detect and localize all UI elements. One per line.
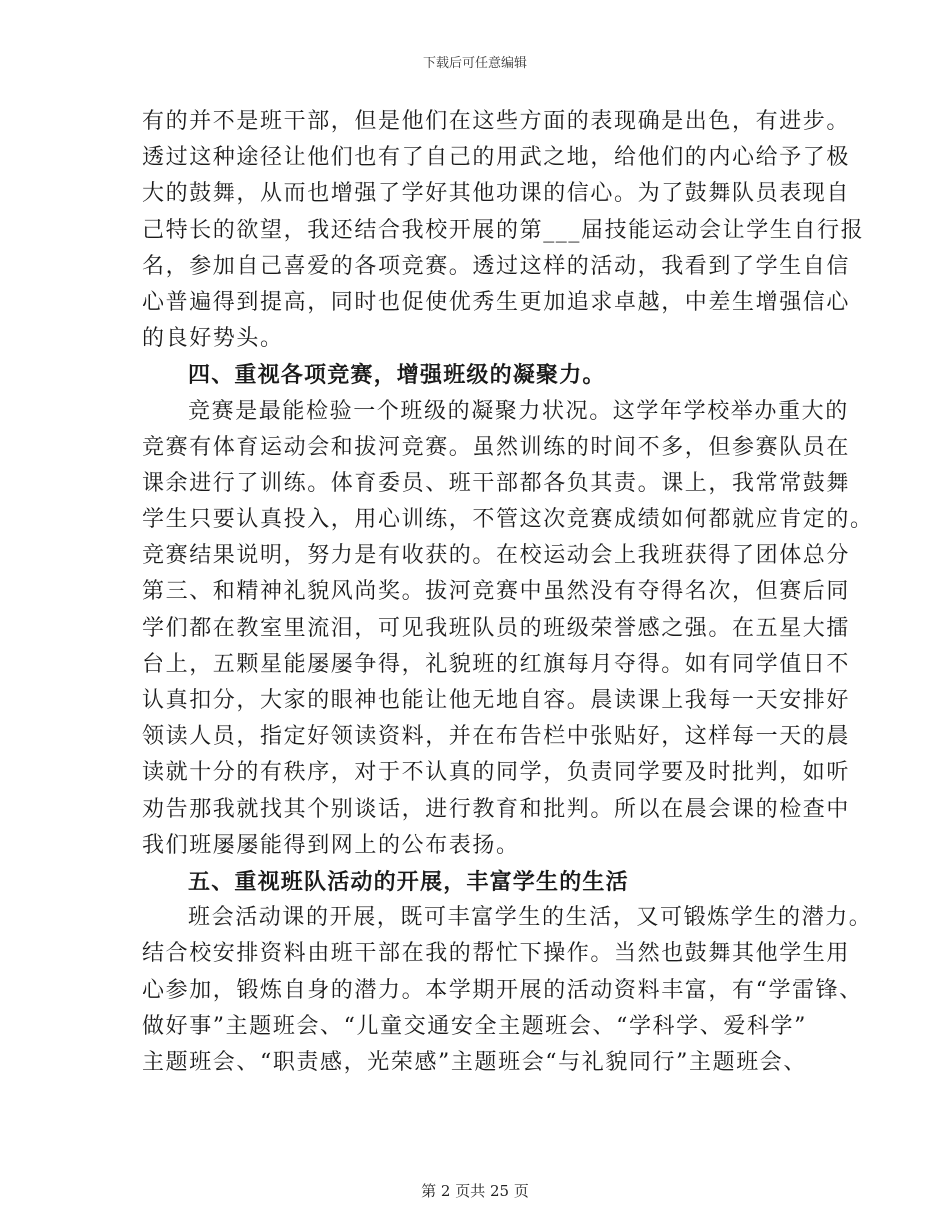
text-line: 竞赛结果说明，努力是有收获的。在校运动会上我班获得了团体总分	[142, 543, 851, 569]
text-line: 竞赛是最能检验一个班级的凝聚力状况。这学年学校举办重大的	[188, 398, 849, 424]
text-line: 己特长的欲望，我还结合我校开展的第___届技能运动会让学生自行报	[142, 217, 865, 243]
text-line: 心参加，锻炼自身的潜力。本学期开展的活动资料丰富，有“学雷锋、	[142, 977, 863, 1003]
text-line: 结合校安排资料由班干部在我的帮忙下操作。当然也鼓舞其他学生用	[142, 941, 851, 967]
text-line: 学生只要认真投入，用心训练，不管这次竞赛成绩如何都就应肯定的。	[142, 507, 874, 533]
section-heading-5: 五、重视班队活动的开展，丰富学生的生活	[188, 868, 629, 895]
text-line: 课余进行了训练。体育委员、班干部都各负其责。课上，我常常鼓舞	[142, 470, 851, 496]
text-line: 大的鼓舞，从而也增强了学好其他功课的信心。为了鼓舞队员表现自	[142, 181, 851, 207]
text-line: 的良好势头。	[142, 326, 284, 352]
text-line: 劝告那我就找其个别谈话，进行教育和批判。所以在晨会课的检查中	[142, 796, 851, 822]
section-heading-4: 四、重视各项竞赛，增强班级的凝聚力。	[188, 362, 606, 389]
text-line: 我们班屡屡能得到网上的公布表扬。	[142, 832, 520, 858]
text-line: 透过这种途径让他们也有了自己的用武之地，给他们的内心给予了极	[142, 145, 851, 171]
text-line: 班会活动课的开展，既可丰富学生的生活，又可锻炼学生的潜力。	[188, 905, 873, 931]
text-line: 第三、和精神礼貌风尚奖。拔河竞赛中虽然没有夺得名次，但赛后同	[142, 579, 851, 605]
page-number: 第 2 页共 25 页	[421, 1182, 529, 1200]
text-line: 主题班会、“职责感，光荣感”主题班会“与礼貌同行”主题班会、	[142, 1049, 807, 1075]
text-line: 做好事”主题班会、“儿童交通安全主题班会、“学科学、爱科学”	[142, 1013, 807, 1039]
text-line: 领读人员，指定好领读资料，并在布告栏中张贴好，这样每一天的晨	[142, 724, 851, 750]
body-text	[142, 104, 874, 1081]
text-line: 认真扣分，大家的眼神也能让他无地自容。晨读课上我每一天安排好	[142, 688, 851, 713]
text-line: 台上，五颗星能屡屡争得，礼貌班的红旗每月夺得。如有同学值日不	[142, 651, 851, 677]
text-line: 学们都在教室里流泪，可见我班队员的班级荣誉感之强。在五星大擂	[142, 615, 851, 641]
page-header: 下载后可任意编辑	[422, 56, 527, 71]
text-line: 读就十分的有秩序，对于不认真的同学，负责同学要及时批判，如听	[142, 760, 851, 786]
text-line: 竞赛有体育运动会和拔河竞赛。虽然训练的时间不多，但参赛队员在	[142, 434, 851, 460]
text-line: 有的并不是班干部，但是他们在这些方面的表现确是出色，有进步。	[142, 109, 851, 134]
text-line: 心普遍得到提高，同时也促使优秀生更加追求卓越，中差生增强信心	[142, 289, 851, 315]
text-line: 名，参加自己喜爱的各项竞赛。透过这样的活动，我看到了学生自信	[142, 253, 851, 279]
